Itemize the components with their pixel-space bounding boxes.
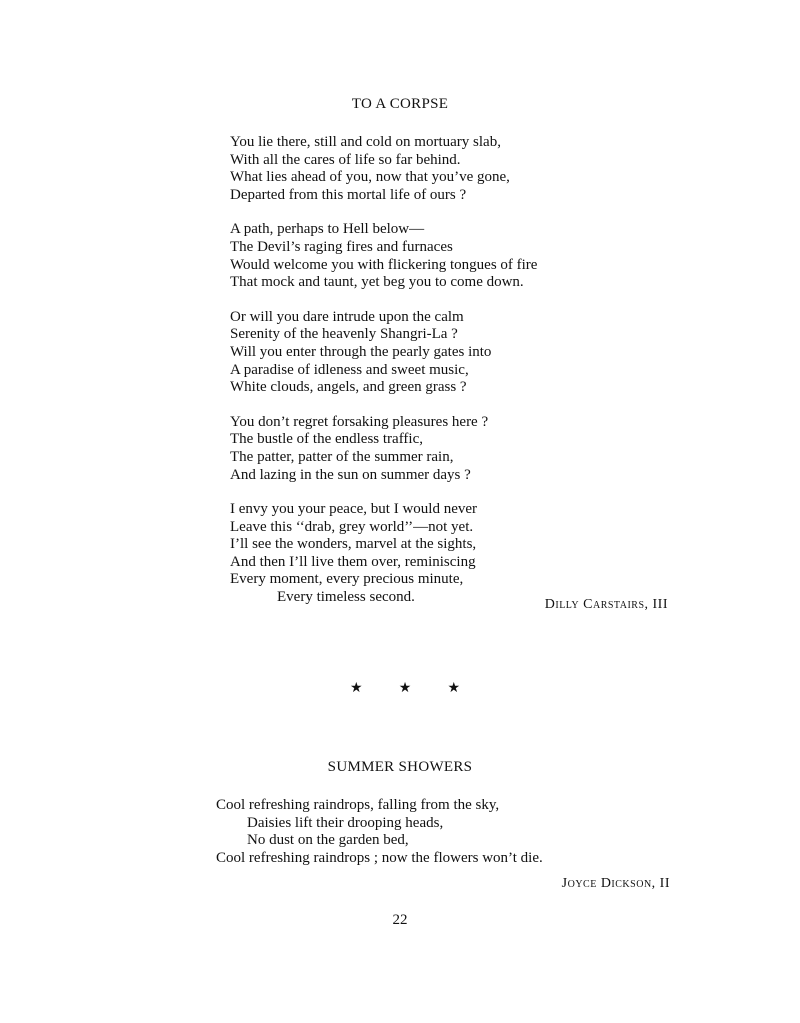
poem-line: Daisies lift their drooping heads, <box>247 814 444 831</box>
poem-line: Will you enter through the pearly gates into <box>230 343 492 360</box>
poem-line: The bustle of the endless traffic, <box>230 431 423 448</box>
poem-line: And lazing in the sun on summer days ? <box>230 466 471 483</box>
poem-line: Every timeless second. <box>277 589 415 606</box>
poem-author: Dilly Carstairs, III <box>544 597 668 612</box>
poem-line: White clouds, angels, and green grass ? <box>230 379 467 396</box>
star-icon: ★ <box>398 681 412 696</box>
poem-stanza <box>216 797 543 867</box>
poem-line: I envy you your peace, but I would never <box>230 501 478 518</box>
star-icon: ★ <box>447 681 460 696</box>
poem-line: With all the cares of life so far behind. <box>230 151 461 168</box>
poem-line: I’ll see the wonders, marvel at the sights, <box>230 536 477 553</box>
poem-stanza <box>230 309 537 397</box>
poem-line: A paradise of idleness and sweet music, <box>230 361 469 378</box>
poem-line: A path, perhaps to Hell below— <box>230 221 425 238</box>
poem-stanza <box>230 221 537 291</box>
poem-line: That mock and taunt, yet beg you to come down. <box>230 274 524 291</box>
poem-line: Cool refreshing raindrops, falling from the sky, <box>216 797 500 813</box>
poem-stanza <box>230 414 537 484</box>
poem-line: Would welcome you with flickering tongues of fire <box>230 256 538 273</box>
poem-line: Serenity of the heavenly Shangri-La ? <box>230 326 458 343</box>
poem-line: No dust on the garden bed, <box>247 832 409 849</box>
poem-line: You lie there, still and cold on mortuary slab, <box>230 134 501 150</box>
poem-line: The Devil’s raging fires and furnaces <box>230 238 453 255</box>
poem-body <box>230 134 537 607</box>
poem-line: The patter, patter of the summer rain, <box>230 448 454 465</box>
poem-line: Departed from this mortal life of ours ? <box>230 186 467 203</box>
page-number: 22 <box>392 912 408 928</box>
poem-line: Every moment, every precious minute, <box>230 571 464 588</box>
poem-line: Cool refreshing raindrops ; now the flowers won’t die. <box>216 849 543 866</box>
star-icon: ★ <box>350 681 363 696</box>
poem-title: SUMMER SHOWERS <box>327 759 473 775</box>
poem-line: And then I’ll live them over, reminiscing <box>230 553 476 570</box>
section-divider <box>350 680 460 697</box>
poem-title: TO A CORPSE <box>351 96 449 112</box>
poem-line: Leave this ‘‘drab, grey world’’—not yet. <box>230 518 474 535</box>
poem-line: You don’t regret forsaking pleasures here ? <box>230 413 489 430</box>
poem-stanza <box>230 501 537 607</box>
poem-stanza <box>230 134 537 204</box>
poem-body <box>216 797 543 867</box>
poem-author: Joyce Dickson, II <box>561 876 670 891</box>
poem-line: What lies ahead of you, now that you’ve gone, <box>230 169 510 186</box>
poem-line: Or will you dare intrude upon the calm <box>230 308 464 325</box>
